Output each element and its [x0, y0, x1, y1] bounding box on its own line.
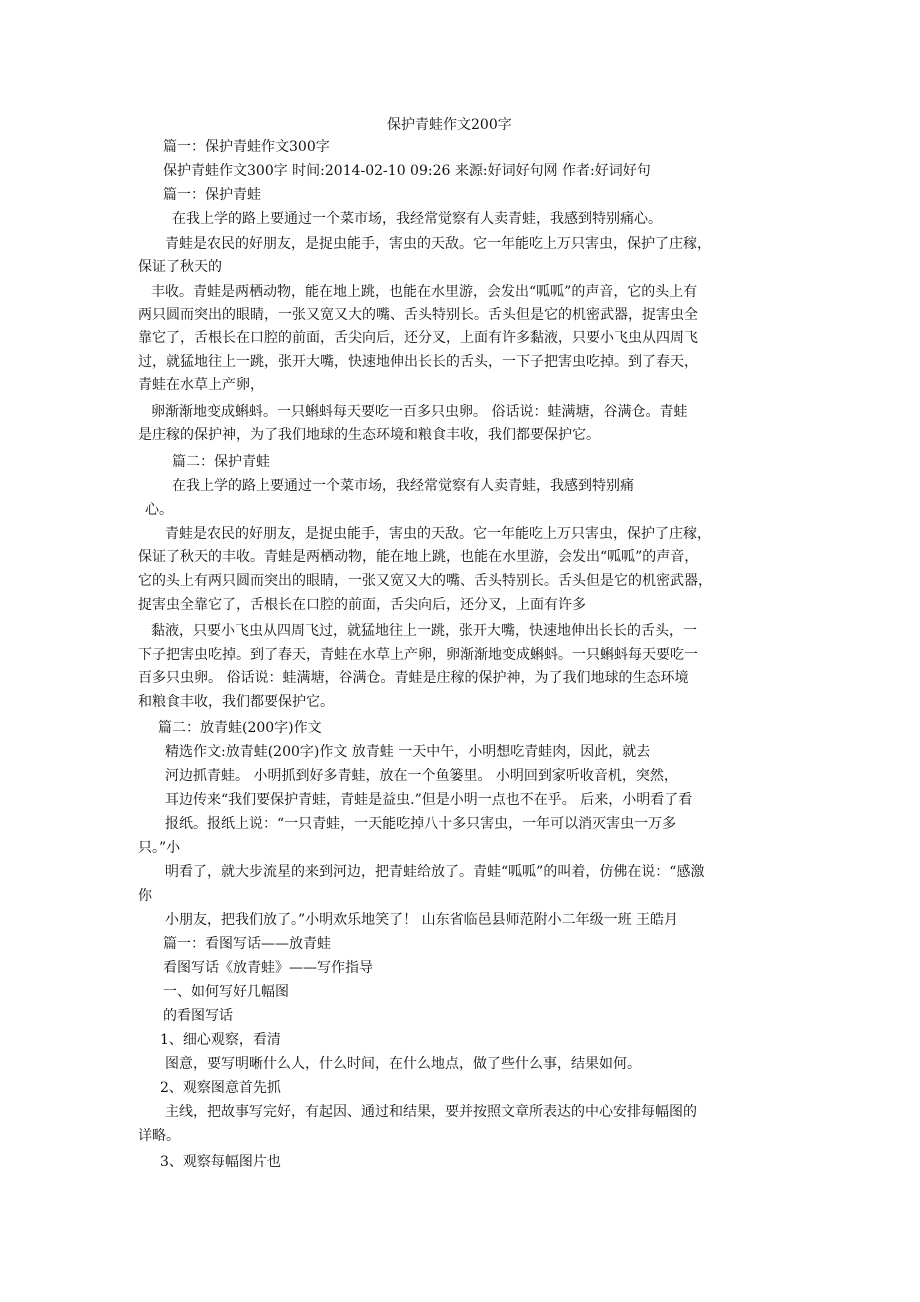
- text-line: 卵渐渐地变成蝌蚪。一只蝌蚪每天要吃一百多只虫卵。 俗话说：蛙满塘，谷满仓。青蛙: [151, 404, 688, 420]
- text-line: 你: [138, 888, 152, 904]
- text-line: 捉害虫全靠它了，舌根长在口腔的前面，舌尖向后，还分叉，上面有许多: [138, 597, 586, 613]
- text-line: 和粮食丰收，我们都要保护它。: [138, 694, 334, 710]
- text-line: 2、观察图意首先抓: [160, 1080, 281, 1096]
- text-line: 的看图写话: [163, 1008, 233, 1024]
- text-line: 保证了秋天的: [138, 259, 222, 275]
- text-line: 只。”小: [138, 840, 181, 856]
- text-line: 下子把害虫吃掉。到了春天，青蛙在水草上产卵，卵渐渐地变成蝌蚪。一只蝌蚪每天要吃一: [138, 647, 698, 663]
- text-line: 保护青蛙作文300字 时间:2014-02-10 09:26 来源:好词好句网 作者:好词好句: [163, 163, 651, 179]
- text-line: 3、观察每幅图片也: [160, 1154, 281, 1170]
- text-line: 河边抓青蛙。 小明抓到好多青蛙，放在一个鱼篓里。 小明回到家听收音机，突然，: [165, 768, 678, 784]
- text-line: 明看了，就大步流星的来到河边，把青蛙给放了。青蛙“呱呱”的叫着，仿佛在说：“感激: [165, 864, 705, 880]
- text-line: 图意，要写明晰什么人，什么时间，在什么地点，做了些什么事，结果如何。: [165, 1056, 641, 1072]
- text-line: 青蛙是农民的好朋友，是捉虫能手，害虫的天敌。它一年能吃上万只害虫，保护了庄稼，: [165, 236, 711, 252]
- text-line: 篇一：保护青蛙作文300字: [163, 139, 330, 155]
- text-line: 主线，把故事写完好，有起因、通过和结果，要并按照文章所表达的中心安排每幅图的: [165, 1104, 697, 1120]
- text-line: 青蛙在水草上产卵，: [138, 377, 264, 393]
- text-line: 详略。: [138, 1128, 180, 1144]
- text-line: 两只圆而突出的眼睛，一张又宽又大的嘴、舌头特别长。舌头但是它的机密武器，捉害虫全: [138, 307, 698, 323]
- text-line: 小朋友，把我们放了。”小明欢乐地笑了！ 山东省临邑县师范附小二年级一班 王皓月: [165, 912, 679, 928]
- text-line: 是庄稼的保护神，为了我们地球的生态环境和粮食丰收，我们都要保护它。: [138, 427, 600, 443]
- text-line: 过，就猛地往上一跳，张开大嘴，快速地伸出长长的舌头，一下子把害虫吃掉。到了春天，: [138, 354, 698, 370]
- text-line: 一、如何写好几幅图: [163, 984, 289, 1000]
- text-line: 青蛙是农民的好朋友，是捉虫能手，害虫的天敌。它一年能吃上万只害虫，保护了庄稼，: [165, 526, 711, 542]
- text-line: 篇二：放青蛙(200字)作文: [158, 720, 322, 736]
- text-line: 篇一：保护青蛙: [163, 187, 261, 203]
- text-line: 百多只虫卵。 俗话说：蛙满塘，谷满仓。青蛙是庄稼的保护神，为了我们地球的生态环境: [138, 670, 689, 686]
- text-line: 它的头上有两只圆而突出的眼睛，一张又宽又大的嘴、舌头特别长。舌头但是它的机密武器，: [138, 573, 712, 589]
- text-line: 丰收。青蛙是两栖动物，能在地上跳，也能在水里游，会发出“呱呱”的声音，它的头上有: [151, 284, 698, 300]
- text-line: 1、细心观察，看清: [160, 1032, 281, 1048]
- text-line: 篇一：看图写话——放青蛙: [163, 936, 331, 952]
- text-line: 精选作文:放青蛙(200字)作文 放青蛙 一天中午，小明想吃青蛙肉，因此，就去: [165, 744, 651, 760]
- text-line: 报纸。报纸上说：“一只青蛙，一天能吃掉八十多只害虫，一年可以消灭害虫一万多: [165, 816, 677, 832]
- text-line: 靠它了，舌根长在口腔的前面，舌尖向后，还分叉，上面有许多黏液，只要小飞虫从四周飞: [138, 330, 698, 346]
- text-line: 保证了秋天的丰收。青蛙是两栖动物，能在地上跳，也能在水里游，会发出“呱呱”的声音，: [138, 549, 699, 565]
- text-line: 在我上学的路上要通过一个菜市场，我经常觉察有人卖青蛙，我感到特别痛: [172, 478, 634, 494]
- text-line: 心。: [145, 502, 173, 518]
- text-line: 黏液，只要小飞虫从四周飞过，就猛地往上一跳，张开大嘴，快速地伸出长长的舌头，一: [151, 623, 697, 639]
- text-line: 看图写话《放青蛙》——写作指导: [163, 960, 373, 976]
- text-line: 耳边传来“我们要保护青蛙，青蛙是益虫.”但是小明一点也不在乎。 后来，小明看了看: [165, 792, 693, 808]
- text-line: 篇二：保护青蛙: [172, 454, 270, 470]
- text-line: 在我上学的路上要通过一个菜市场，我经常觉察有人卖青蛙，我感到特别痛心。: [172, 211, 662, 227]
- document-title: 保护青蛙作文200字: [387, 117, 512, 133]
